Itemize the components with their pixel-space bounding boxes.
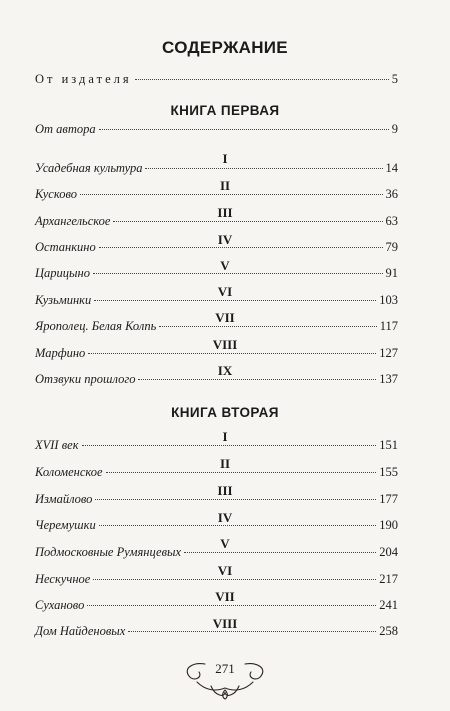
chapter-numeral: VII bbox=[215, 589, 235, 604]
chapter-numeral: I bbox=[222, 151, 228, 166]
entry-page: 217 bbox=[379, 572, 398, 586]
dot-leader bbox=[88, 353, 376, 354]
chapter-numeral: IV bbox=[217, 510, 233, 525]
toc-entry bbox=[35, 161, 398, 176]
toc-entry-author bbox=[35, 122, 398, 137]
dot-leader bbox=[99, 129, 389, 130]
dot-leader bbox=[145, 168, 382, 169]
entry-page: 5 bbox=[391, 72, 398, 86]
entry-label: Царицыно bbox=[35, 266, 90, 280]
entry-page: 63 bbox=[385, 214, 398, 228]
entry-page: 258 bbox=[379, 624, 398, 638]
toc-entry bbox=[35, 319, 398, 334]
chapter-numeral: II bbox=[219, 178, 231, 193]
entry-page: 14 bbox=[385, 161, 398, 175]
chapter-numeral: V bbox=[220, 536, 230, 551]
entry-page: 190 bbox=[379, 518, 398, 532]
entry-label: Нескучное bbox=[35, 572, 91, 586]
entry-page: 137 bbox=[379, 372, 398, 386]
chapter-numeral: VIII bbox=[212, 337, 238, 352]
book-two-heading: КНИГА ВТОРАЯ bbox=[171, 405, 279, 420]
folio-number: 271 bbox=[215, 661, 235, 676]
chapter-numeral: VI bbox=[217, 563, 233, 578]
entry-label: Подмосковные Румянцевых bbox=[35, 545, 182, 559]
entry-page: 36 bbox=[385, 187, 398, 201]
book-one-heading: КНИГА ПЕРВАЯ bbox=[170, 103, 280, 118]
entry-label: От издателя bbox=[35, 72, 132, 86]
chapter-numeral: VII bbox=[215, 310, 235, 325]
entry-page: 9 bbox=[391, 122, 398, 136]
chapter-numeral: III bbox=[217, 205, 233, 220]
entry-page: 127 bbox=[379, 346, 398, 360]
entry-page: 103 bbox=[379, 293, 398, 307]
dot-leader bbox=[113, 221, 382, 222]
entry-label: Ярополец. Белая Колпь bbox=[35, 319, 157, 333]
dot-leader bbox=[87, 605, 376, 606]
page-number bbox=[0, 660, 450, 678]
toc-entry bbox=[35, 492, 398, 507]
entry-label: Марфино bbox=[35, 346, 86, 360]
dot-leader bbox=[80, 194, 383, 195]
toc-entry bbox=[35, 240, 398, 255]
entry-label: Черемушки bbox=[35, 518, 96, 532]
toc-entry bbox=[35, 187, 398, 202]
entry-label: Дом Найденовых bbox=[35, 624, 126, 638]
chapter-numeral: V bbox=[220, 258, 230, 273]
chapter-numeral: VI bbox=[217, 284, 233, 299]
toc-entry bbox=[35, 266, 398, 281]
toc-entry bbox=[35, 545, 398, 560]
dot-leader bbox=[94, 300, 376, 301]
entry-label: Архангельское bbox=[35, 214, 111, 228]
chapter-numeral: III bbox=[217, 483, 233, 498]
page-title: СОДЕРЖАНИЕ bbox=[162, 38, 288, 57]
toc-entry bbox=[35, 214, 398, 229]
toc-entry bbox=[35, 518, 398, 533]
toc-entry bbox=[35, 624, 398, 639]
chapter-numeral: IX bbox=[217, 363, 233, 378]
entry-label: Кусково bbox=[35, 187, 77, 201]
entry-label: Коломенское bbox=[35, 465, 103, 479]
dot-leader bbox=[135, 79, 389, 80]
entry-label: Усадебная культура bbox=[35, 161, 143, 175]
entry-label: XVII век bbox=[35, 438, 79, 452]
entry-page: 177 bbox=[379, 492, 398, 506]
chapter-numeral: VIII bbox=[212, 616, 238, 631]
toc-entry bbox=[35, 465, 398, 480]
dot-leader bbox=[138, 379, 376, 380]
entry-page: 79 bbox=[385, 240, 398, 254]
entry-page: 241 bbox=[379, 598, 398, 612]
dot-leader bbox=[82, 445, 377, 446]
dot-leader bbox=[93, 273, 383, 274]
toc-entry-intro bbox=[35, 72, 398, 87]
chapter-numeral: II bbox=[219, 456, 231, 471]
dot-leader bbox=[106, 472, 377, 473]
toc-entry bbox=[35, 372, 398, 387]
dot-leader bbox=[128, 631, 376, 632]
toc-entry bbox=[35, 293, 398, 308]
entry-label: Останкино bbox=[35, 240, 96, 254]
dot-leader bbox=[184, 552, 376, 553]
dot-leader bbox=[99, 247, 383, 248]
entry-label: От автора bbox=[35, 122, 96, 136]
entry-label: Кузьминки bbox=[35, 293, 92, 307]
entry-label: Отзвуки прошлого bbox=[35, 372, 136, 386]
dot-leader bbox=[159, 326, 376, 327]
entry-page: 117 bbox=[379, 319, 398, 333]
entry-page: 151 bbox=[379, 438, 398, 452]
entry-page: 91 bbox=[385, 266, 398, 280]
dot-leader bbox=[93, 579, 376, 580]
toc-entry bbox=[35, 346, 398, 361]
toc-entry bbox=[35, 598, 398, 613]
chapter-numeral: IV bbox=[217, 232, 233, 247]
toc-entry bbox=[35, 438, 398, 453]
entry-label: Измайлово bbox=[35, 492, 93, 506]
dot-leader bbox=[95, 499, 376, 500]
dot-leader bbox=[99, 525, 377, 526]
chapter-numeral: I bbox=[222, 429, 228, 444]
entry-page: 204 bbox=[379, 545, 398, 559]
toc-entry bbox=[35, 572, 398, 587]
entry-label: Суханово bbox=[35, 598, 85, 612]
entry-page: 155 bbox=[379, 465, 398, 479]
